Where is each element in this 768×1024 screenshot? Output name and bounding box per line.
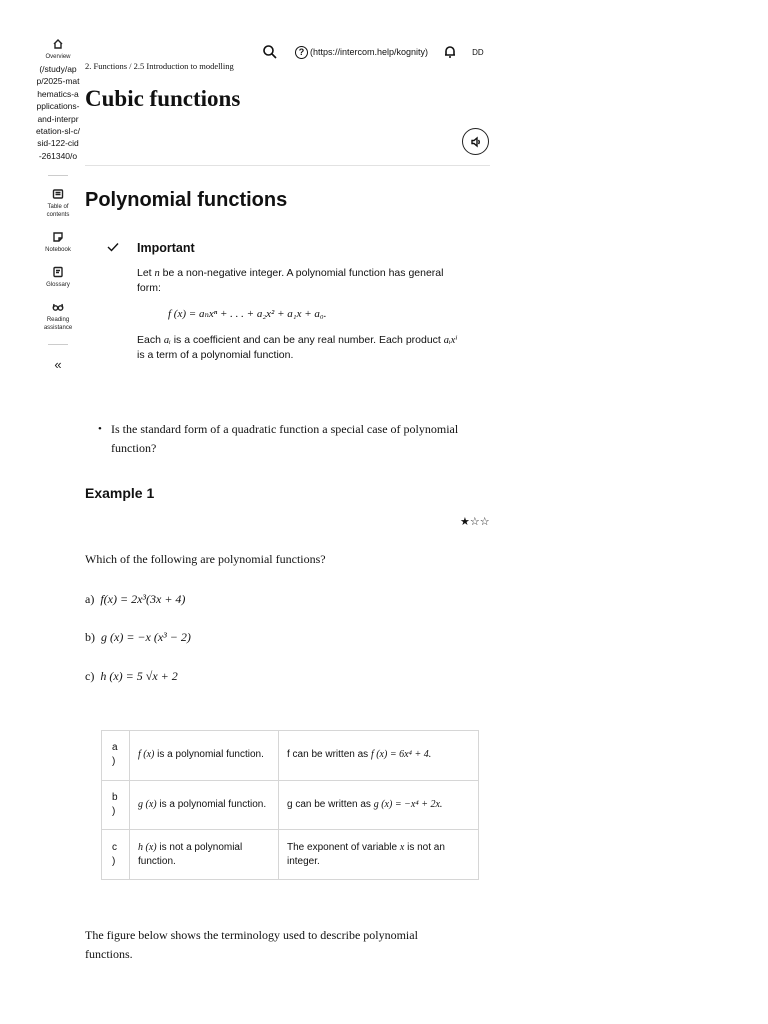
option-c: c) h (x) = 5 √x + 2 xyxy=(85,669,178,683)
page-title: Cubic functions xyxy=(85,86,241,111)
read-aloud-button[interactable] xyxy=(462,128,489,155)
answer-table xyxy=(101,730,479,880)
breadcrumb[interactable]: 2. Functions / 2.5 Introduction to modelling xyxy=(85,61,234,71)
sidebar-item-reading-assistance[interactable] xyxy=(36,301,80,332)
glasses-icon xyxy=(52,301,64,313)
option-b: b) g (x) = −x (x³ − 2) xyxy=(85,630,191,644)
difficulty-rating: ★☆☆ xyxy=(460,516,490,528)
overview-button[interactable] xyxy=(36,38,80,61)
question-text: Which of the following are polynomial functions? xyxy=(85,552,326,566)
sidebar-divider xyxy=(48,344,68,345)
table-cell: b ) xyxy=(102,780,130,830)
check-icon xyxy=(107,242,119,252)
sidebar-item-label: Glossary xyxy=(46,282,70,289)
topbar xyxy=(262,42,502,62)
help-link-text: (https://intercom.help/kognity) xyxy=(310,47,429,57)
sidebar-item-notebook[interactable] xyxy=(36,231,80,254)
bell-icon[interactable] xyxy=(443,45,457,59)
search-icon[interactable] xyxy=(262,44,278,60)
sidebar-item-label: Table of contents xyxy=(46,204,70,219)
help-link[interactable] xyxy=(295,46,428,59)
user-menu[interactable]: DD xyxy=(472,47,484,57)
divider xyxy=(85,165,490,166)
sidebar-item-label: Notebook xyxy=(45,247,71,254)
section-title: Polynomial functions xyxy=(85,189,288,211)
important-body: Let n be a non-negative integer. A polynomial function has general form: xyxy=(137,267,444,294)
sidebar-divider xyxy=(48,175,68,176)
figure-caption-text: The figure below shows the terminology used to describe polynomial functions. xyxy=(85,928,418,961)
table-cell: h (x) is not a polynomial function. xyxy=(130,830,279,880)
list-item: • Is the standard form of a quadratic function a special case of polynomial function? xyxy=(111,420,496,458)
table-cell: g (x) is a polynomial function. xyxy=(130,780,279,830)
table-row xyxy=(102,830,479,880)
note-icon xyxy=(52,231,64,243)
table-cell: a ) xyxy=(102,731,130,781)
overview-label: Overview xyxy=(45,54,71,60)
table-cell: c ) xyxy=(102,830,130,880)
option-a: a) f(x) = 2x³(3x + 4) xyxy=(85,592,186,606)
polynomial-formula: f (x) = aₙxⁿ + . . . + a₂x² + a₁x + a₀. xyxy=(168,308,327,320)
example-title: Example 1 xyxy=(85,485,155,501)
important-title: Important xyxy=(137,241,195,255)
table-row xyxy=(102,780,479,830)
sidebar-item-glossary[interactable] xyxy=(36,266,80,289)
speaker-icon xyxy=(470,136,482,148)
overview-link[interactable]: (/study/app/2025-mathematics-applications-and-interpretation-sl-c/sid-122-cid-261340/o xyxy=(36,64,80,161)
sidebar-item-label: Reading assistance xyxy=(43,317,73,332)
glossary-icon xyxy=(52,266,64,278)
collapse-sidebar-button[interactable]: « xyxy=(54,357,62,373)
table-row xyxy=(102,731,479,781)
table-cell: g can be written as g (x) = −x⁴ + 2x. xyxy=(279,780,479,830)
sidebar xyxy=(36,38,80,372)
home-icon xyxy=(52,38,64,50)
table-cell: f (x) is a polynomial function. xyxy=(130,731,279,781)
list-icon xyxy=(52,188,64,200)
important-body-2: Each aᵢ is a coefficient and can be any real number. Each product aᵢxⁱ is a term of a polynomial function. xyxy=(137,334,458,361)
table-cell: The exponent of variable x is not an integer. xyxy=(279,830,479,880)
sidebar-item-table-of-contents[interactable] xyxy=(36,188,80,219)
help-icon: ? xyxy=(295,46,308,59)
table-cell: f can be written as f (x) = 6x⁴ + 4. xyxy=(279,731,479,781)
